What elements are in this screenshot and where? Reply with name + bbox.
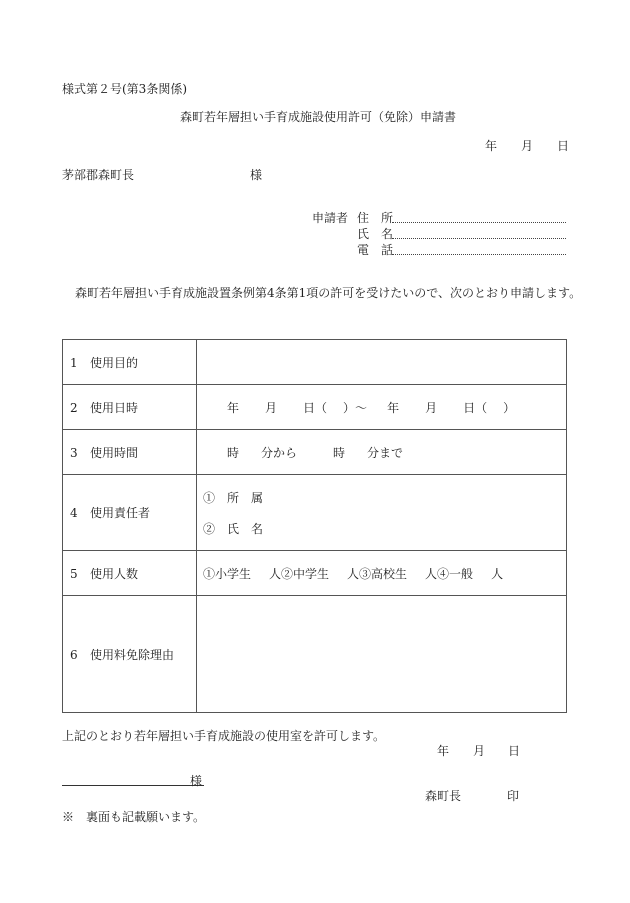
- table-row: [63, 385, 567, 430]
- approval-text: 上記のとおり若年層担い手育成施設の使用室を許可します。: [62, 729, 386, 743]
- issuer-name: 森町長: [425, 789, 462, 803]
- time-part: 時: [227, 445, 240, 460]
- application-table: [62, 339, 567, 713]
- table-row: [63, 430, 567, 475]
- row-number: 5: [70, 566, 78, 581]
- date-part: ）: [503, 400, 516, 415]
- responsible-name-label: ② 氏 名: [203, 521, 264, 536]
- intro-text: 森町若年層担い手育成施設置条例第4条第1項の許可を受けたいので、次のとおり申請します。: [75, 286, 582, 300]
- row-label: [63, 430, 197, 475]
- row-number: 6: [70, 647, 78, 662]
- approval-year: 年: [437, 744, 450, 758]
- headcount-part: ①小学生: [203, 566, 252, 581]
- address-field[interactable]: [392, 222, 566, 223]
- footnote: ※ 裏面も記載願います。: [62, 810, 206, 824]
- addressee-honorific: 様: [250, 168, 263, 182]
- table-row: [63, 340, 567, 385]
- phone-field[interactable]: [392, 254, 566, 255]
- exemption-reason-field[interactable]: [197, 596, 567, 713]
- applicant-label: 申請者: [312, 211, 349, 225]
- header-day: 日: [557, 139, 570, 153]
- row-label: [63, 551, 197, 596]
- name-label: 氏 名: [357, 227, 394, 241]
- purpose-field[interactable]: [197, 340, 567, 385]
- date-range-field[interactable]: [197, 385, 567, 430]
- header-month: 月: [521, 139, 534, 153]
- headcount-part: 人②中学生: [269, 566, 330, 581]
- time-part: 分から: [261, 445, 298, 460]
- page-title: 森町若年層担い手育成施設使用許可（免除）申請書: [180, 110, 457, 124]
- name-field[interactable]: [392, 238, 566, 239]
- recipient-honorific: 様: [190, 774, 203, 788]
- addressee-name: 茅部郡森町長: [62, 168, 135, 182]
- form-number: 様式第２号(第3条関係): [62, 82, 187, 96]
- table-row: [63, 551, 567, 596]
- row-number: 1: [70, 355, 78, 370]
- header-year: 年: [485, 139, 498, 153]
- approval-month: 月: [473, 744, 486, 758]
- approval-day: 日: [508, 744, 521, 758]
- row-label-text: 使用目的: [90, 355, 139, 370]
- time-part: 分まで: [367, 445, 404, 460]
- row-label-text: 使用料免除理由: [90, 647, 175, 662]
- date-part: ）〜: [343, 400, 368, 415]
- affiliation-label: ① 所 属: [203, 490, 264, 505]
- date-part: 日（: [303, 400, 328, 415]
- headcount-field[interactable]: [197, 551, 567, 596]
- row-number: 2: [70, 400, 78, 415]
- date-part: 月: [265, 400, 278, 415]
- row-label: [63, 385, 197, 430]
- headcount-part: 人④一般: [425, 566, 474, 581]
- date-part: 年: [387, 400, 400, 415]
- date-part: 月: [425, 400, 438, 415]
- row-label: [63, 596, 197, 713]
- row-label: [63, 340, 197, 385]
- date-part: 日（: [463, 400, 488, 415]
- recipient-name-field[interactable]: [62, 785, 204, 786]
- table-row: [63, 596, 567, 713]
- row-label-text: 使用時間: [90, 445, 139, 460]
- time-range-field[interactable]: [197, 430, 567, 475]
- row-label-text: 使用日時: [90, 400, 139, 415]
- date-part: 年: [227, 400, 240, 415]
- address-label: 住 所: [357, 211, 394, 225]
- row-label-text: 使用責任者: [90, 506, 151, 520]
- row-number: 3: [70, 445, 78, 460]
- headcount-part: 人③高校生: [347, 566, 408, 581]
- phone-label: 電 話: [357, 243, 394, 257]
- row-number: 4: [70, 506, 78, 520]
- time-part: 時: [333, 445, 346, 460]
- table-row: [63, 475, 567, 551]
- seal-mark: 印: [507, 789, 520, 803]
- row-label-text: 使用人数: [90, 566, 139, 581]
- responsible-person-field[interactable]: [197, 475, 567, 551]
- row-label: [63, 475, 197, 551]
- headcount-part: 人: [491, 566, 504, 581]
